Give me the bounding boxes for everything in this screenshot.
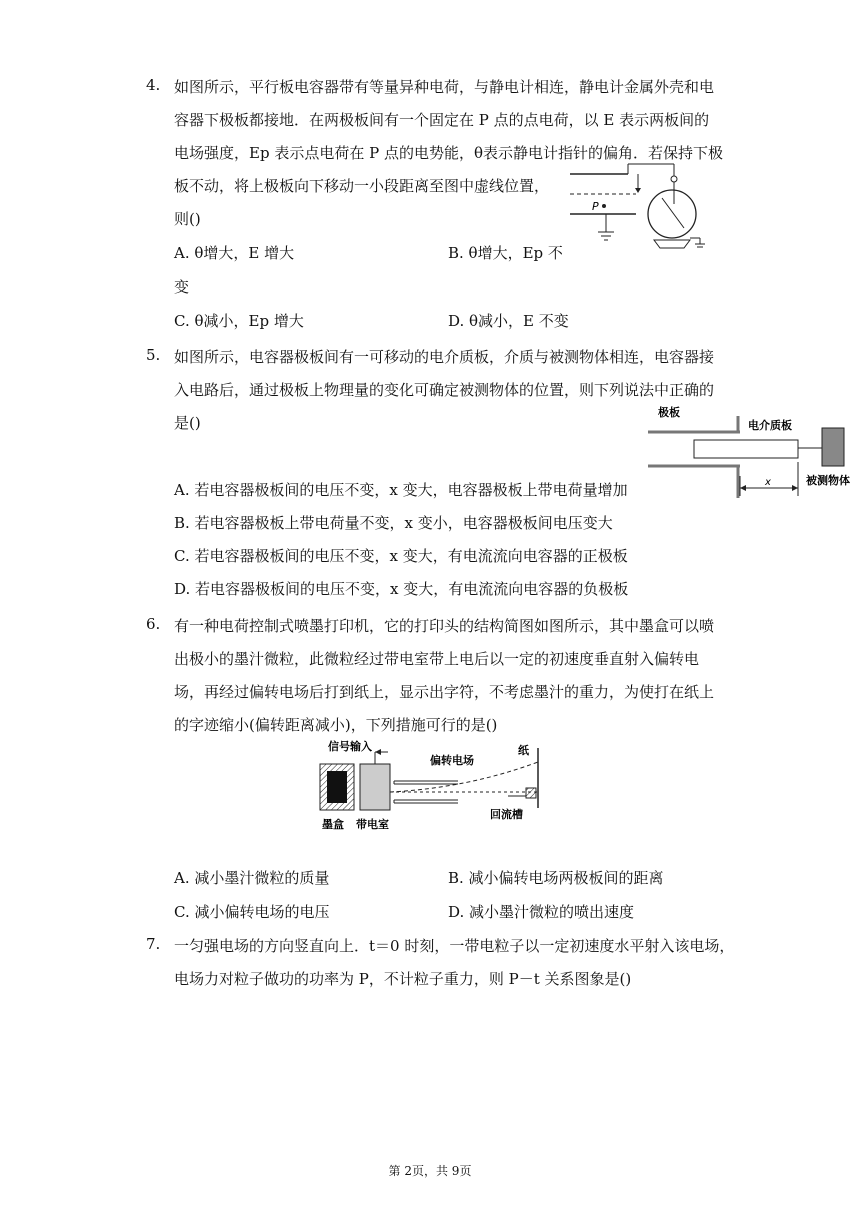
question-text-line: 出极小的墨汁微粒，此微粒经过带电室带上电后以一定的初速度垂直射入偏转电 [174, 650, 700, 668]
question-text-line: 入电路后，通过极板上物理量的变化可确定被测物体的位置，则下列说法中正确的 [174, 381, 715, 399]
question-number: 6. [146, 615, 161, 633]
inkjet-printer-figure [318, 738, 544, 832]
dielectric-sensor-figure [648, 400, 854, 500]
option-d: D. 减小墨汁微粒的喷出速度 [448, 903, 635, 921]
question-text-line: 有一种电荷控制式喷墨打印机，它的打印头的结构简图如图所示，其中墨盒可以喷 [174, 617, 715, 635]
option-c: C. θ减小，Ep 增大 [174, 312, 304, 330]
question-text-line: 电场力对粒子做功的功率为 P，不计粒子重力，则 P－t 关系图象是() [174, 970, 632, 988]
question-text-line: 如图所示，平行板电容器带有等量异种电荷，与静电计相连，静电计金属外壳和电 [174, 78, 715, 96]
question-text-line: 板不动，将上极板向下移动一小段距离至图中虚线位置， [174, 177, 550, 195]
signal-input-label: 信号输入 [328, 740, 372, 753]
question-number: 5. [146, 346, 161, 364]
question-text-line: 则() [174, 210, 201, 228]
dielectric-label: 电介质板 [748, 419, 792, 432]
x-label: x [765, 477, 771, 488]
question-number: 7. [146, 935, 161, 953]
object-label: 被测物体 [806, 474, 850, 487]
question-text-line: 电场强度，Ep 表示点电荷在 P 点的电势能，θ表示静电计指针的偏角．若保持下极 [174, 144, 723, 162]
question-text-line: 如图所示，电容器极板间有一可移动的电介质板，介质与被测物体相连，电容器接 [174, 348, 715, 366]
question-text-line: 一匀强电场的方向竖直向上．t＝0 时刻，一带电粒子以一定初速度水平射入该电场， [174, 937, 735, 955]
ink-box-label: 墨盒 [322, 818, 344, 831]
option-a: A. θ增大，E 增大 [174, 244, 295, 262]
option-b: B. 若电容器极板上带电荷量不变，x 变小，电容器极板间电压变大 [174, 514, 613, 532]
point-p-label: P [592, 200, 599, 213]
question-number: 4. [146, 76, 161, 94]
question-text-line: 场，再经过偏转电场后打到纸上，显示出字符，不考虑墨汁的重力，为使打在纸上 [174, 683, 715, 701]
question-text-line: 的字迹缩小(偏转距离减小)，下列措施可行的是() [174, 716, 498, 734]
paper-label: 纸 [518, 744, 529, 757]
question-text-line: 容器下极板都接地．在两极板间有一个固定在 P 点的点电荷，以 E 表示两板间的 [174, 111, 710, 129]
option-b-continued: 变 [174, 278, 190, 296]
question-text-line: 是() [174, 414, 201, 432]
option-a: A. 减小墨汁微粒的质量 [174, 869, 330, 887]
deflection-field-label: 偏转电场 [430, 754, 474, 767]
option-b: B. 减小偏转电场两极板间的距离 [448, 869, 664, 887]
option-c: C. 若电容器极板间的电压不变，x 变大，有电流流向电容器的正极板 [174, 547, 628, 565]
option-b: B. θ增大，Ep 不 [448, 244, 563, 262]
option-c: C. 减小偏转电场的电压 [174, 903, 330, 921]
charging-chamber-label: 带电室 [356, 818, 389, 831]
option-d: D. θ减小，E 不变 [448, 312, 569, 330]
option-a: A. 若电容器极板间的电压不变，x 变大，电容器极板上带电荷量增加 [174, 481, 628, 499]
point-charge-dot [602, 204, 606, 208]
option-d: D. 若电容器极板间的电压不变，x 变大，有电流流向电容器的负极板 [174, 580, 629, 598]
plate-label: 极板 [658, 406, 680, 419]
capacitor-electrometer-figure [566, 160, 716, 252]
page-footer: 第 2页，共 9页 [388, 1164, 472, 1178]
return-tank-label: 回流槽 [490, 808, 523, 821]
